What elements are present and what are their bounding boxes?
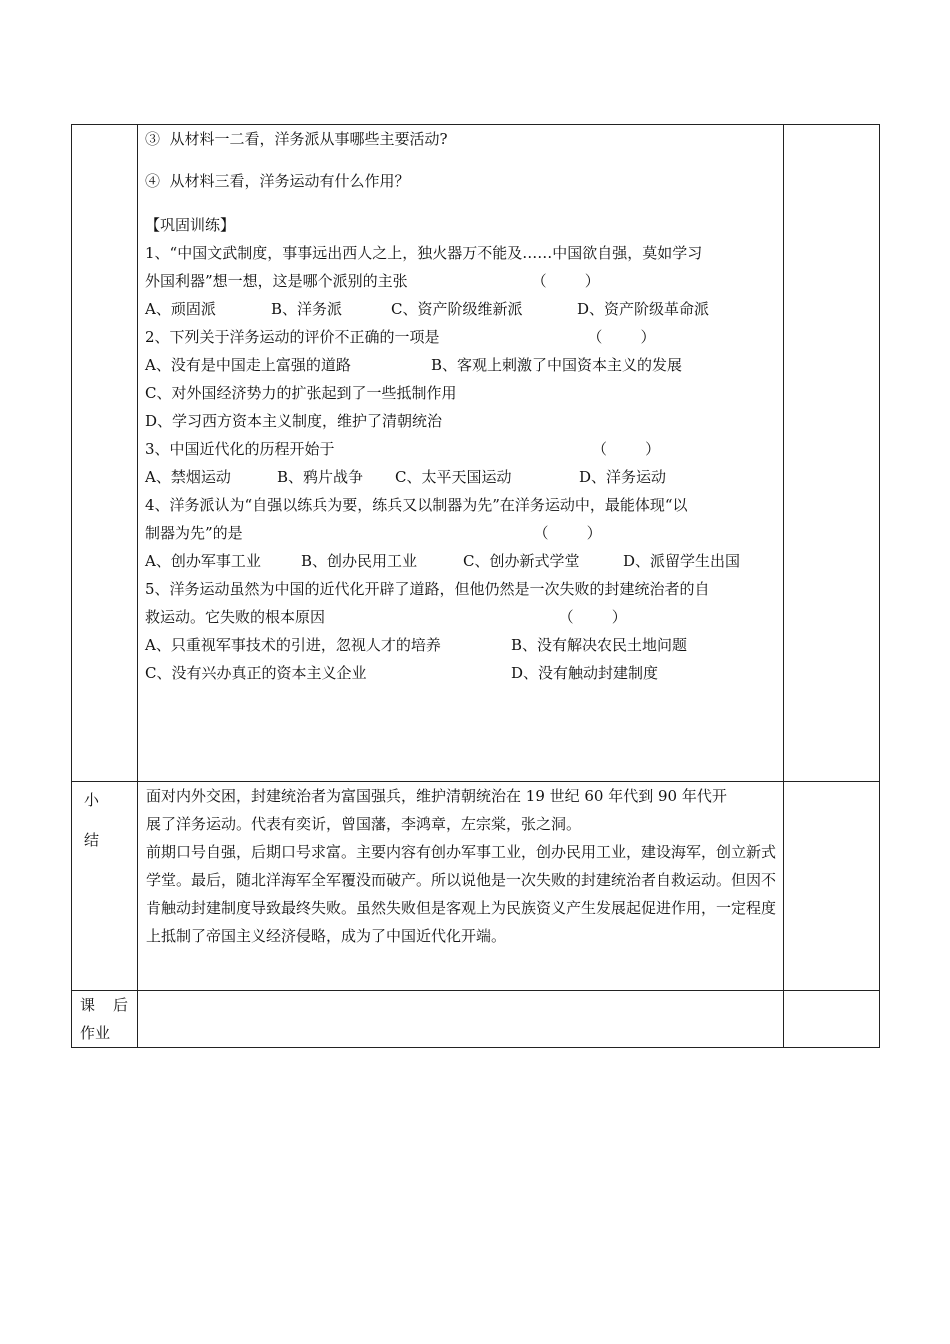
item-4-option-d: D、派留学生出国 xyxy=(623,552,741,570)
item-5-option-b: B、没有解决农民土地问题 xyxy=(511,636,688,654)
item-2-line-1: 2、下列关于洋务运动的评价不正确的一项是 （ ） xyxy=(145,328,656,346)
item-3-option-d: D、洋务运动 xyxy=(579,468,667,486)
item-1-option-b: B、洋务派 xyxy=(271,300,343,318)
item-3-option-b: B、鸦片战争 xyxy=(277,468,364,486)
summary-label-2: 结 xyxy=(84,831,100,849)
item-1-option-c: C、资产阶级维新派 xyxy=(391,300,523,318)
summary-para-1-line-2: 展了洋务运动。代表有奕䜣，曾国藩，李鸿章，左宗棠，张之洞。 xyxy=(146,815,582,833)
question-4: ④ 从材料三看，洋务运动有什么作用？ xyxy=(145,172,410,190)
questions-row xyxy=(72,125,880,782)
item-1-line-1: 1、“中国文武制度，事事远出西人之上，独火器万不能及……中国欲自强，莫如学习 xyxy=(145,244,703,262)
summary-para-2: 前期口号自强，后期口号求富。主要内容有创办军事工业，创办民用工业，建设海军，创立新式学堂。最后，随北洋海军全军覆没而破产。所以说他是一次失败的封建统治者自救运动。但因不肯触动封建制度导致最终失败。虽然失败但是客观上为民族资义产生发展起促进作用，一定程度上抵制了帝国主义经济侵略，成为了中国近代化开端。 xyxy=(146,843,777,945)
homework-side-cell xyxy=(784,991,880,1048)
item-2-option-a: A、没有是中国走上富强的道路 xyxy=(145,356,351,374)
item-5-option-a: A、只重视军事技术的引进，忽视人才的培养 xyxy=(145,636,441,654)
item-2-option-d: D、学习西方资本主义制度，维护了清朝统治 xyxy=(145,412,443,430)
questions-content-cell xyxy=(138,125,784,782)
item-2-option-c: C、对外国经济势力的扩张起到了一些抵制作用 xyxy=(145,384,457,402)
item-4-line-2: 制器为先”的是 （ ） xyxy=(145,524,602,542)
question-3: ③ 从材料一二看，洋务派从事哪些主要活动? xyxy=(145,130,448,148)
item-5-line-2: 救运动。它失败的根本原因 （ ） xyxy=(145,608,627,626)
homework-row xyxy=(72,991,880,1048)
homework-content-cell xyxy=(138,991,784,1048)
questions-label-cell xyxy=(72,125,138,782)
item-1-options xyxy=(145,295,777,323)
item-1-line-2: 外国利器”想一想，这是哪个派别的主张 （ ） xyxy=(145,272,600,290)
summary-label-1: 小 xyxy=(84,791,100,809)
item-4-option-a: A、创办军事工业 xyxy=(145,552,261,570)
item-3-options xyxy=(145,463,777,491)
homework-label-c: 作业 xyxy=(80,1024,111,1042)
item-4-line-1: 4、洋务派认为“自强以练兵为要，练兵又以制器为先”在洋务运动中，最能体现“以 xyxy=(145,496,688,514)
homework-label-a: 课 xyxy=(80,996,96,1014)
item-5-options-cd xyxy=(145,659,777,687)
item-3-option-a: A、禁烟运动 xyxy=(145,468,231,486)
homework-label-b: 后 xyxy=(112,996,128,1014)
item-5-option-d: D、没有触动封建制度 xyxy=(511,664,659,682)
summary-label-cell xyxy=(72,782,138,991)
item-5-line-1: 5、洋务运动虽然为中国的近代化开辟了道路，但他仍然是一次失败的封建统治者的自 xyxy=(145,580,710,598)
item-4-option-c: C、创办新式学堂 xyxy=(463,552,580,570)
item-1-option-d: D、资产阶级革命派 xyxy=(577,300,710,318)
summary-row xyxy=(72,782,880,991)
lesson-table xyxy=(71,124,880,1048)
item-3-option-c: C、太平天国运动 xyxy=(395,468,512,486)
summary-content-cell xyxy=(138,782,784,991)
item-2-options-ab xyxy=(145,351,777,379)
homework-label-cell xyxy=(72,991,138,1048)
questions-side-cell xyxy=(784,125,880,782)
practice-heading: 【巩固训练】 xyxy=(145,216,236,234)
item-4-options xyxy=(145,547,777,575)
item-5-option-c: C、没有兴办真正的资本主义企业 xyxy=(145,664,367,682)
item-1-option-a: A、顽固派 xyxy=(145,300,216,318)
item-3-line-1: 3、中国近代化的历程开始于 （ ） xyxy=(145,440,661,458)
item-2-option-b: B、客观上刺激了中国资本主义的发展 xyxy=(431,356,683,374)
item-4-option-b: B、创办民用工业 xyxy=(301,552,418,570)
summary-para-1-line-1: 面对内外交困，封建统治者为富国强兵，维护清朝统治在 19 世纪 60 年代到 90 年代开 xyxy=(146,787,727,805)
item-5-options-ab xyxy=(145,631,777,659)
summary-side-cell xyxy=(784,782,880,991)
